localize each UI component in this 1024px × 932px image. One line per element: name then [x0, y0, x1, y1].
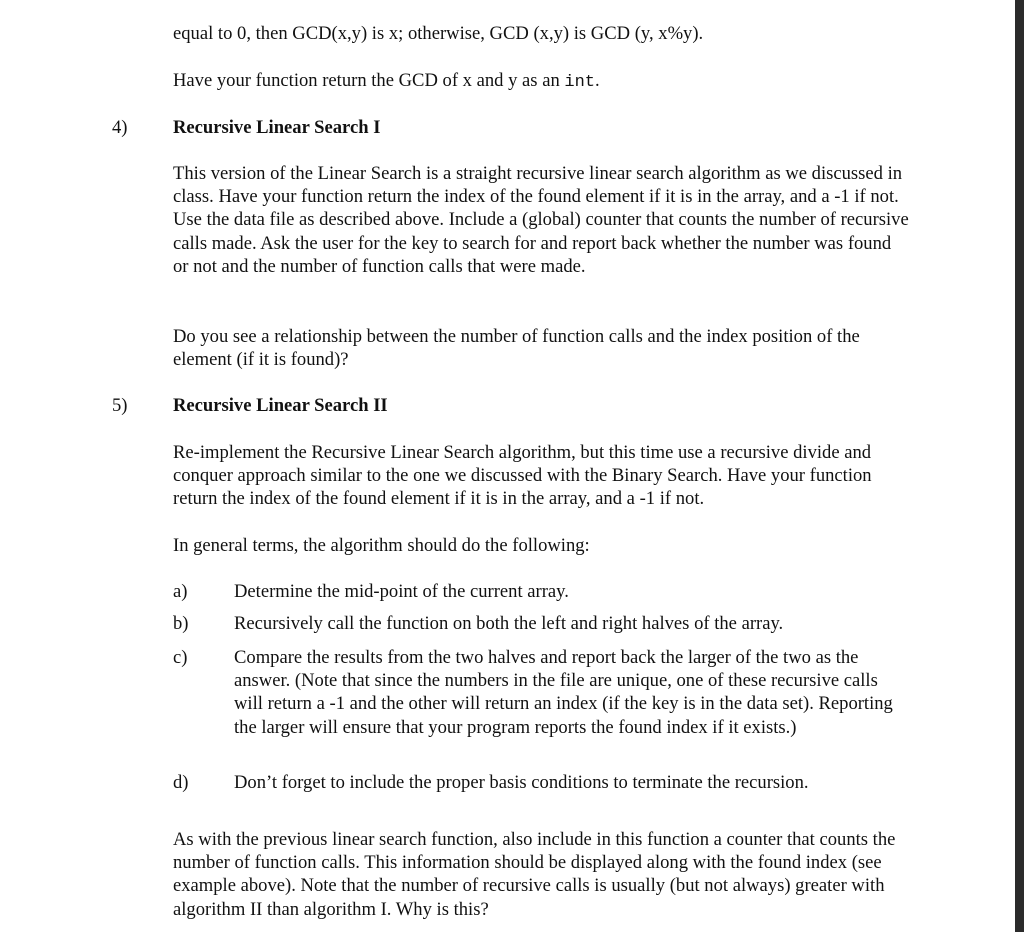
step-a-text: Determine the mid-point of the current array.	[234, 581, 569, 602]
step-c-letter: c)	[173, 647, 188, 668]
section-4-title: Recursive Linear Search I	[173, 117, 381, 138]
intro-line-2-text: Have your function return the GCD of x and y as an	[173, 70, 565, 91]
intro-line-2	[173, 69, 911, 94]
step-a-letter: a)	[173, 581, 188, 602]
section-5-paragraph-1: Re-implement the Recursive Linear Search algorithm, but this time use a recursive divide and conquer approach similar to the one we discussed with the Binary Search. Have your function return the index of the found element if it is in the array, and a -1 if not.	[173, 442, 872, 510]
step-d-letter: d)	[173, 772, 189, 793]
step-d-text: Don’t forget to include the proper basis conditions to terminate the recursion.	[234, 772, 809, 793]
step-b-text: Recursively call the function on both the left and right halves of the array.	[234, 613, 784, 634]
window-edge	[1015, 0, 1024, 932]
step-c-text: Compare the results from the two halves and report back the larger of the two as the answer. (Note that since the numbers in the file are unique, one of these recursive calls will return a -1 and the other will return an index (if the key is in the data set). Reporting the larger will ensure that your program reports the found index if it exists.)	[234, 647, 893, 738]
intro-line-2-code: int	[564, 73, 596, 92]
section-5-paragraph-2: In general terms, the algorithm should do the following:	[173, 535, 590, 556]
section-5-paragraph-3: As with the previous linear search function, also include in this function a counter that counts the number of function calls. This information should be displayed along with the found index (see example above). Note that the number of recursive calls is usually (but not always) greater with algorithm II than algorithm I. Why is this?	[173, 829, 896, 920]
section-4-number: 4)	[112, 117, 128, 138]
section-5-title: Recursive Linear Search II	[173, 395, 388, 416]
intro-line-1: equal to 0, then GCD(x,y) is x; otherwise, GCD (x,y) is GCD (y, x%y).	[173, 23, 704, 44]
section-5-number: 5)	[112, 395, 128, 416]
section-4-paragraph-1: This version of the Linear Search is a straight recursive linear search algorithm as we discussed in class. Have your function return the index of the found element if it is in the array, and a -1 if not. Use the data file as described above. Include a (global) counter that counts the number of recursive calls made. Ask the user for the key to search for and report back whether the number was found or not and the number of function calls that were made.	[173, 163, 909, 277]
section-4-paragraph-2: Do you see a relationship between the number of function calls and the index position of the element (if it is found)?	[173, 326, 860, 371]
step-b-letter: b)	[173, 613, 189, 634]
intro-line-2-end: .	[595, 70, 600, 91]
